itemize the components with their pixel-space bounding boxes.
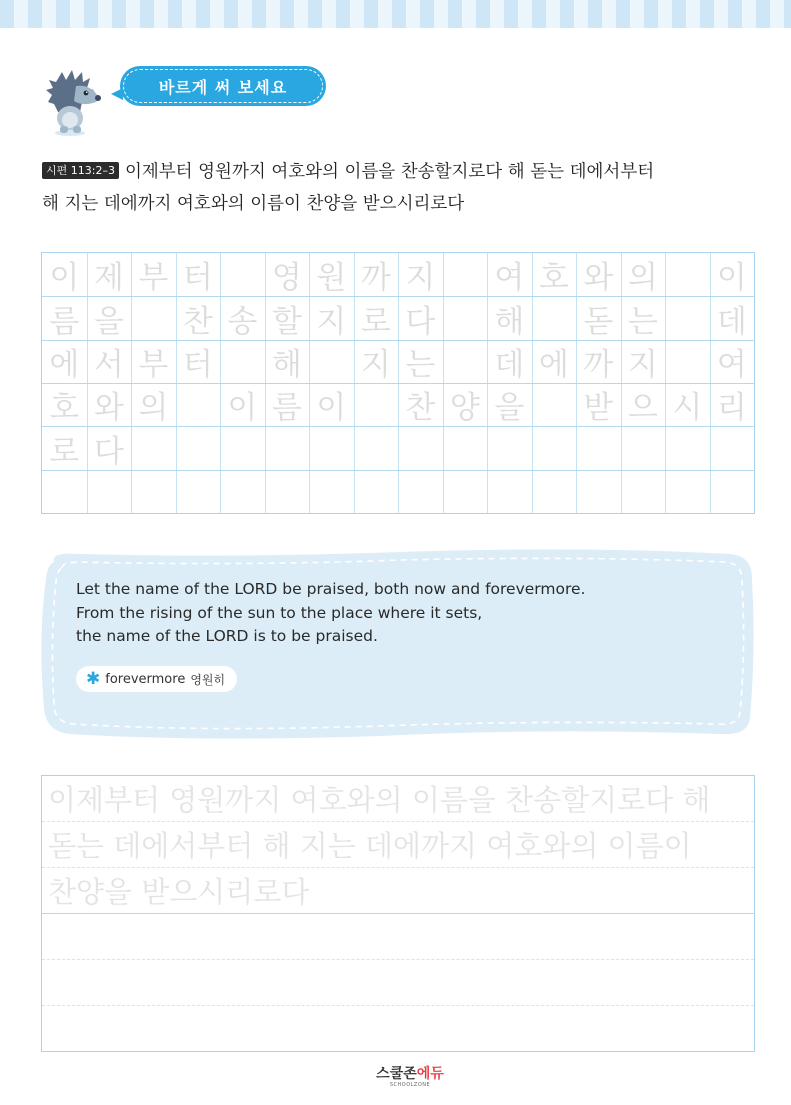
logo-subtext: SCHOOLZONE	[389, 1082, 431, 1088]
grid-trace-char: 이	[227, 390, 258, 427]
grid-trace-char: 로	[49, 433, 80, 470]
grid-trace-char: 찬	[182, 303, 213, 340]
section-title: 바르게 써 보세요	[158, 77, 288, 97]
grid-trace-char: 을	[494, 390, 525, 427]
section-title-badge	[120, 66, 326, 106]
grid-trace-char: 받	[583, 390, 614, 427]
grid-trace-char: 영	[271, 260, 302, 297]
grid-trace-char: 에	[538, 346, 569, 383]
vocabulary-pill	[76, 666, 237, 692]
grid-trace-char: 지	[316, 303, 347, 340]
top-stripe-decoration	[0, 0, 791, 28]
grid-trace-char: 시	[672, 390, 703, 427]
verse-reference-tag: 시편 113:2–3	[42, 162, 119, 179]
grid-trace-char: 여	[494, 260, 525, 297]
grid-row-line	[42, 470, 754, 471]
grid-trace-char: 의	[627, 260, 658, 297]
grid-trace-char: 는	[627, 303, 658, 340]
grid-trace-char: 이	[716, 260, 747, 297]
trace-line-1: 이제부터 영원까지 여호와의 이름을 찬송할지로다 해	[48, 783, 711, 817]
line-divider	[42, 1005, 754, 1006]
grid-trace-char: 름	[271, 390, 302, 427]
grid-trace-char: 호	[538, 260, 569, 297]
verse-text-line2: 해 지는 데에까지 여호와의 이름이 찬양을 받으시리로다	[42, 194, 465, 214]
english-verse-text	[76, 578, 716, 649]
grid-trace-char: 서	[93, 346, 124, 383]
trace-line-3: 찬양을 받으시리로다	[48, 875, 310, 909]
grid-trace-char: 지	[360, 346, 391, 383]
writing-practice-grid	[41, 252, 755, 514]
english-line-2: From the rising of the sun to the place where it sets,	[76, 603, 483, 622]
verse-heading	[42, 156, 758, 220]
grid-trace-char: 해	[494, 303, 525, 340]
grid-trace-char: 에	[49, 346, 80, 383]
grid-trace-char: 돋	[583, 303, 614, 340]
grid-trace-char: 까	[360, 260, 391, 297]
grid-trace-char: 여	[716, 346, 747, 383]
grid-trace-char: 데	[716, 303, 747, 340]
asterisk-icon: ✱	[86, 669, 101, 689]
english-line-1: Let the name of the LORD be praised, both now and forevermore.	[76, 580, 586, 598]
logo-main-text: 스쿨존	[376, 1066, 417, 1082]
logo-accent-text: 에듀	[416, 1066, 444, 1082]
grid-trace-char: 지	[405, 260, 436, 297]
grid-trace-char: 제	[93, 260, 124, 297]
grid-trace-char: 해	[271, 346, 302, 383]
grid-trace-char: 으	[627, 390, 658, 427]
verse-text-line1: 이제부터 영원까지 여호와의 이름을 찬송할지로다 해 돋는 데에서부터	[124, 162, 655, 182]
grid-trace-char: 의	[138, 390, 169, 427]
grid-trace-char: 할	[271, 303, 302, 340]
grid-trace-char: 부	[138, 346, 169, 383]
grid-trace-char: 양	[449, 390, 480, 427]
vocabulary-term: forevermore	[105, 671, 186, 687]
grid-trace-char: 터	[182, 260, 213, 297]
trace-line-2: 돋는 데에서부터 해 지는 데에까지 여호와의 이름이	[48, 829, 692, 863]
grid-trace-char: 와	[93, 390, 124, 427]
grid-trace-char: 송	[227, 303, 258, 340]
grid-trace-char: 터	[182, 346, 213, 383]
grid-trace-char: 까	[583, 346, 614, 383]
vocabulary-meaning: 영원히	[190, 672, 226, 687]
grid-trace-char: 다	[93, 433, 124, 470]
grid-trace-char: 이	[316, 390, 347, 427]
grid-trace-char: 지	[627, 346, 658, 383]
grid-trace-char: 이	[49, 260, 80, 297]
english-line-3: the name of the LORD is to be praised.	[76, 627, 378, 645]
hedgehog-mascot-icon	[46, 68, 108, 138]
grid-trace-char: 부	[138, 260, 169, 297]
grid-trace-char: 로	[360, 303, 391, 340]
grid-trace-char: 다	[405, 303, 436, 340]
writing-lines-area	[41, 775, 755, 1052]
grid-trace-char: 름	[49, 303, 80, 340]
grid-trace-char: 을	[93, 303, 124, 340]
publisher-logo	[370, 1066, 450, 1092]
grid-trace-char: 데	[494, 346, 525, 383]
line-divider	[42, 959, 754, 960]
grid-trace-char: 원	[316, 260, 347, 297]
grid-trace-char: 호	[49, 390, 80, 427]
grid-trace-char: 는	[405, 346, 436, 383]
grid-trace-char: 찬	[405, 390, 436, 427]
grid-trace-char: 리	[716, 390, 747, 427]
grid-trace-char: 와	[583, 260, 614, 297]
